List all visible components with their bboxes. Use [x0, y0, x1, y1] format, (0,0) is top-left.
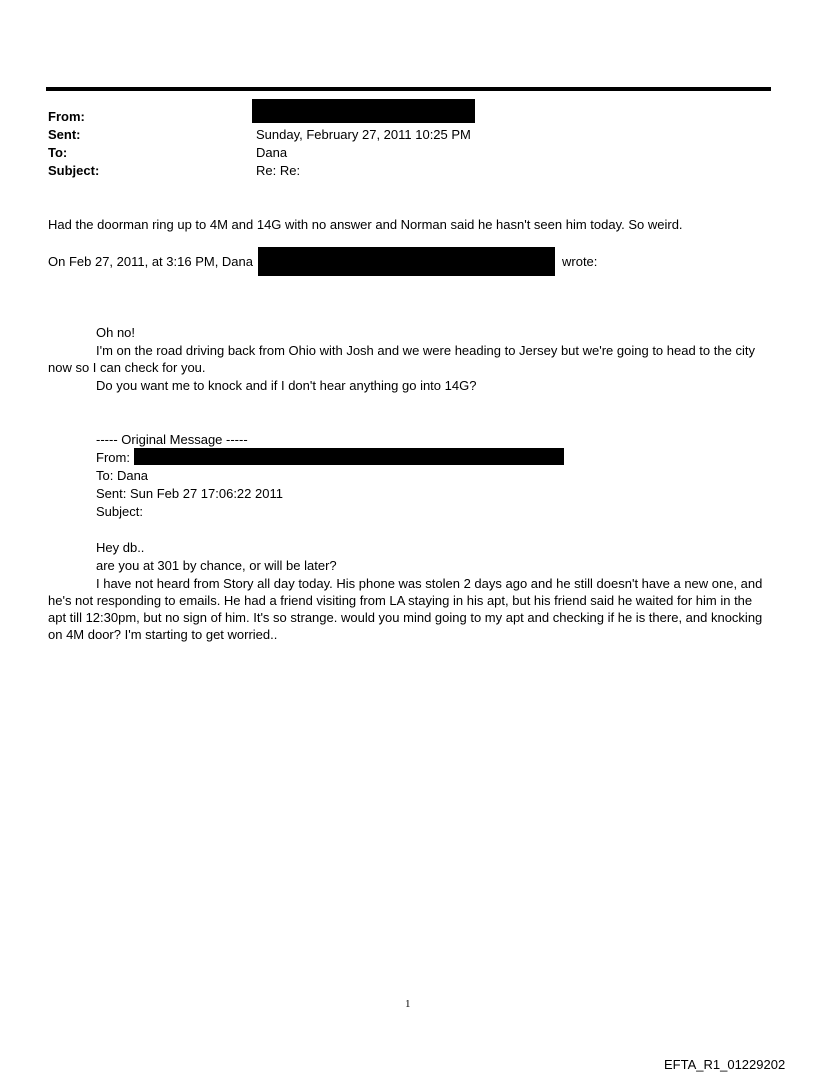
original-subject: Subject:	[96, 504, 143, 519]
reply-paragraph: I'm on the road driving back from Ohio with Josh and we were heading to Jersey but we're going to head to the city now so I can check for you.	[48, 343, 755, 375]
page-number: 1	[405, 998, 411, 1010]
sent-value: Sunday, February 27, 2011 10:25 PM	[256, 127, 471, 142]
original-greeting: Hey db..	[96, 540, 145, 555]
quote-intro-prefix: On Feb 27, 2011, at 3:16 PM, Dana	[48, 254, 253, 269]
sent-label: Sent:	[48, 127, 81, 142]
original-sent: Sent: Sun Feb 27 17:06:22 2011	[96, 486, 283, 501]
redacted-sender	[252, 99, 475, 123]
original-from-label: From:	[96, 450, 130, 465]
to-value: Dana	[256, 145, 288, 160]
original-line: are you at 301 by chance, or will be later?	[96, 558, 337, 573]
header-rule	[46, 87, 771, 91]
quote-intro-suffix: wrote:	[562, 254, 598, 269]
body-line: Had the doorman ring up to 4M and 14G with no answer and Norman said he hasn't seen him today. So weird.	[48, 217, 683, 232]
reply-question: Do you want me to knock and if I don't hear anything go into 14G?	[96, 378, 477, 393]
subject-value: Re: Re:	[256, 163, 301, 178]
redacted-original-sender	[134, 448, 564, 465]
reply-line: Oh no!	[96, 325, 136, 340]
original-message-divider: ----- Original Message -----	[96, 432, 248, 447]
document-id: EFTA_R1_01229202	[664, 1057, 786, 1072]
from-label: From:	[48, 109, 85, 124]
subject-label: Subject:	[48, 163, 100, 178]
original-to: To: Dana	[96, 468, 149, 483]
redacted-email-address	[258, 247, 555, 276]
original-paragraph: I have not heard from Story all day today. His phone was stolen 2 days ago and he still doesn't have a new one, and he's not responding to emails. He had a friend visiting from LA staying in his apt, but his friend said he waited for him in the apt till 12:30pm, but no sign of him. It's so strange. would you mind going to my apt and checking if he is there, and knocking on 4M door? I'm starting to get worried..	[48, 576, 763, 642]
to-label: To:	[48, 145, 68, 160]
